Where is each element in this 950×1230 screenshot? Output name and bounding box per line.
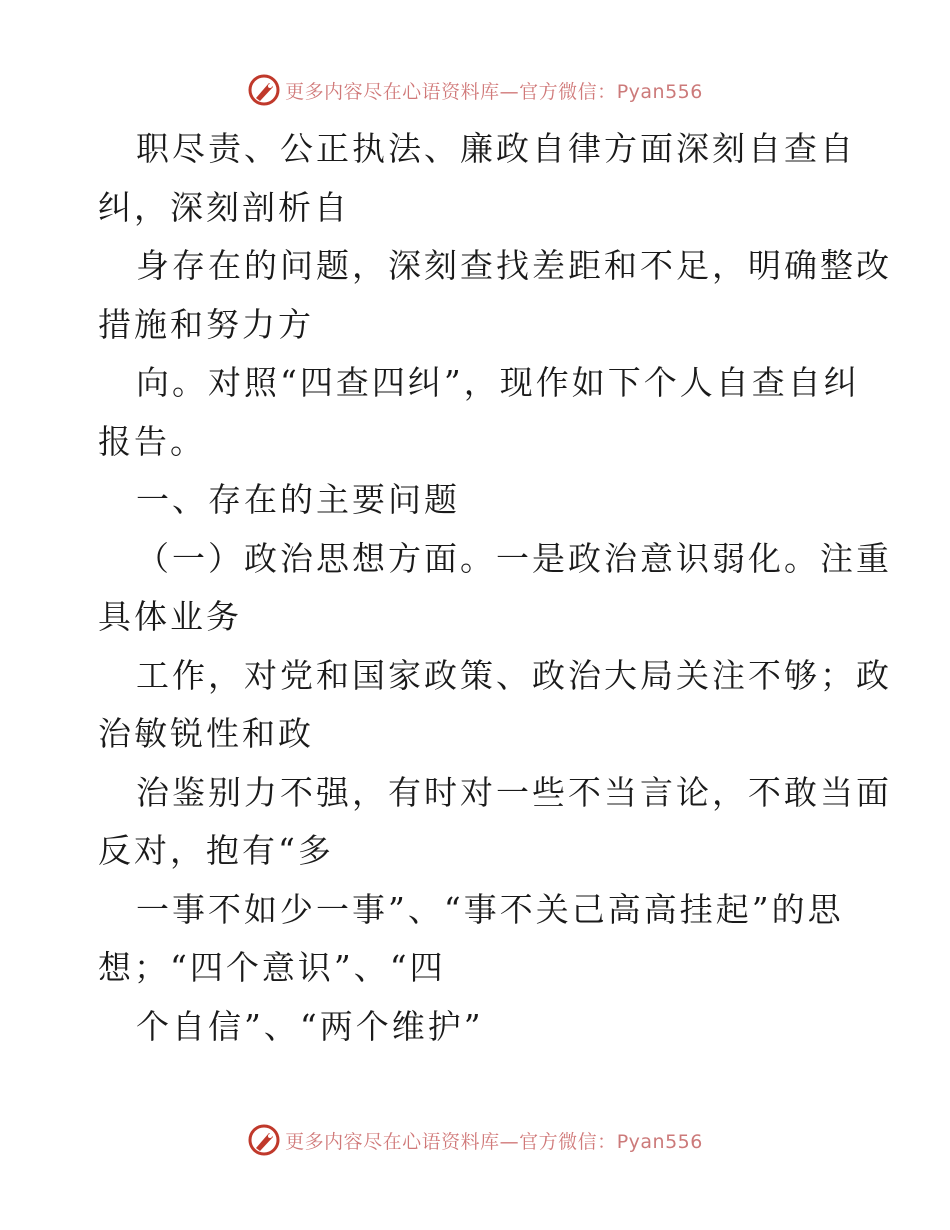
paragraph-line: （一）政治思想方面。一是政治意识弱化。注重 [136, 538, 892, 578]
paragraph-line: 措施和努力方 [98, 304, 314, 344]
paragraph-line: 职尽责、公正执法、廉政自律方面深刻自查自 [136, 129, 856, 168]
header-banner [0, 70, 950, 110]
footer-banner [0, 1120, 950, 1160]
pen-nib-logo-icon [247, 1123, 281, 1157]
paragraph-line: 工作，对党和国家政策、政治大局关注不够；政 [136, 655, 892, 695]
paragraph-line: 具体业务 [98, 597, 242, 636]
banner-main-text: 更多内容尽在心语资料库 [285, 80, 500, 103]
paragraph-line: 身存在的问题，深刻查找差距和不足，明确整改 [136, 246, 892, 285]
banner-text [285, 1127, 703, 1154]
banner-wechat-id: Pyan556 [616, 80, 703, 103]
paragraph-line: 治鉴别力不强，有时对一些不当言论，不敢当面 [136, 772, 892, 812]
paragraph-line: 反对，抱有“多 [98, 831, 334, 870]
banner-wechat-label: 官方微信： [519, 1130, 617, 1153]
banner-text [285, 77, 703, 104]
banner-wechat-label: 官方微信： [519, 80, 617, 103]
paragraph-line: 纠，深刻剖析自 [98, 187, 350, 227]
document-body [98, 120, 892, 1056]
pen-nib-logo-icon [247, 73, 281, 107]
paragraph-line: 想；“四个意识”、“四 [98, 948, 446, 987]
banner-dash: — [499, 80, 520, 103]
banner-dash: — [499, 1130, 520, 1153]
section-heading: 一、存在的主要问题 [136, 480, 460, 519]
paragraph-line: 报告。 [98, 421, 206, 461]
banner-wechat-id: Pyan556 [616, 1130, 703, 1153]
banner-main-text: 更多内容尽在心语资料库 [285, 1130, 500, 1153]
paragraph-line: 个自信”、“两个维护” [136, 1006, 484, 1046]
paragraph-line: 一事不如少一事”、“事不关己高高挂起”的思 [136, 889, 844, 929]
paragraph-line: 治敏锐性和政 [98, 714, 314, 753]
paragraph-line: 向。对照“四查四纠”，现作如下个人自查自纠 [136, 363, 860, 402]
